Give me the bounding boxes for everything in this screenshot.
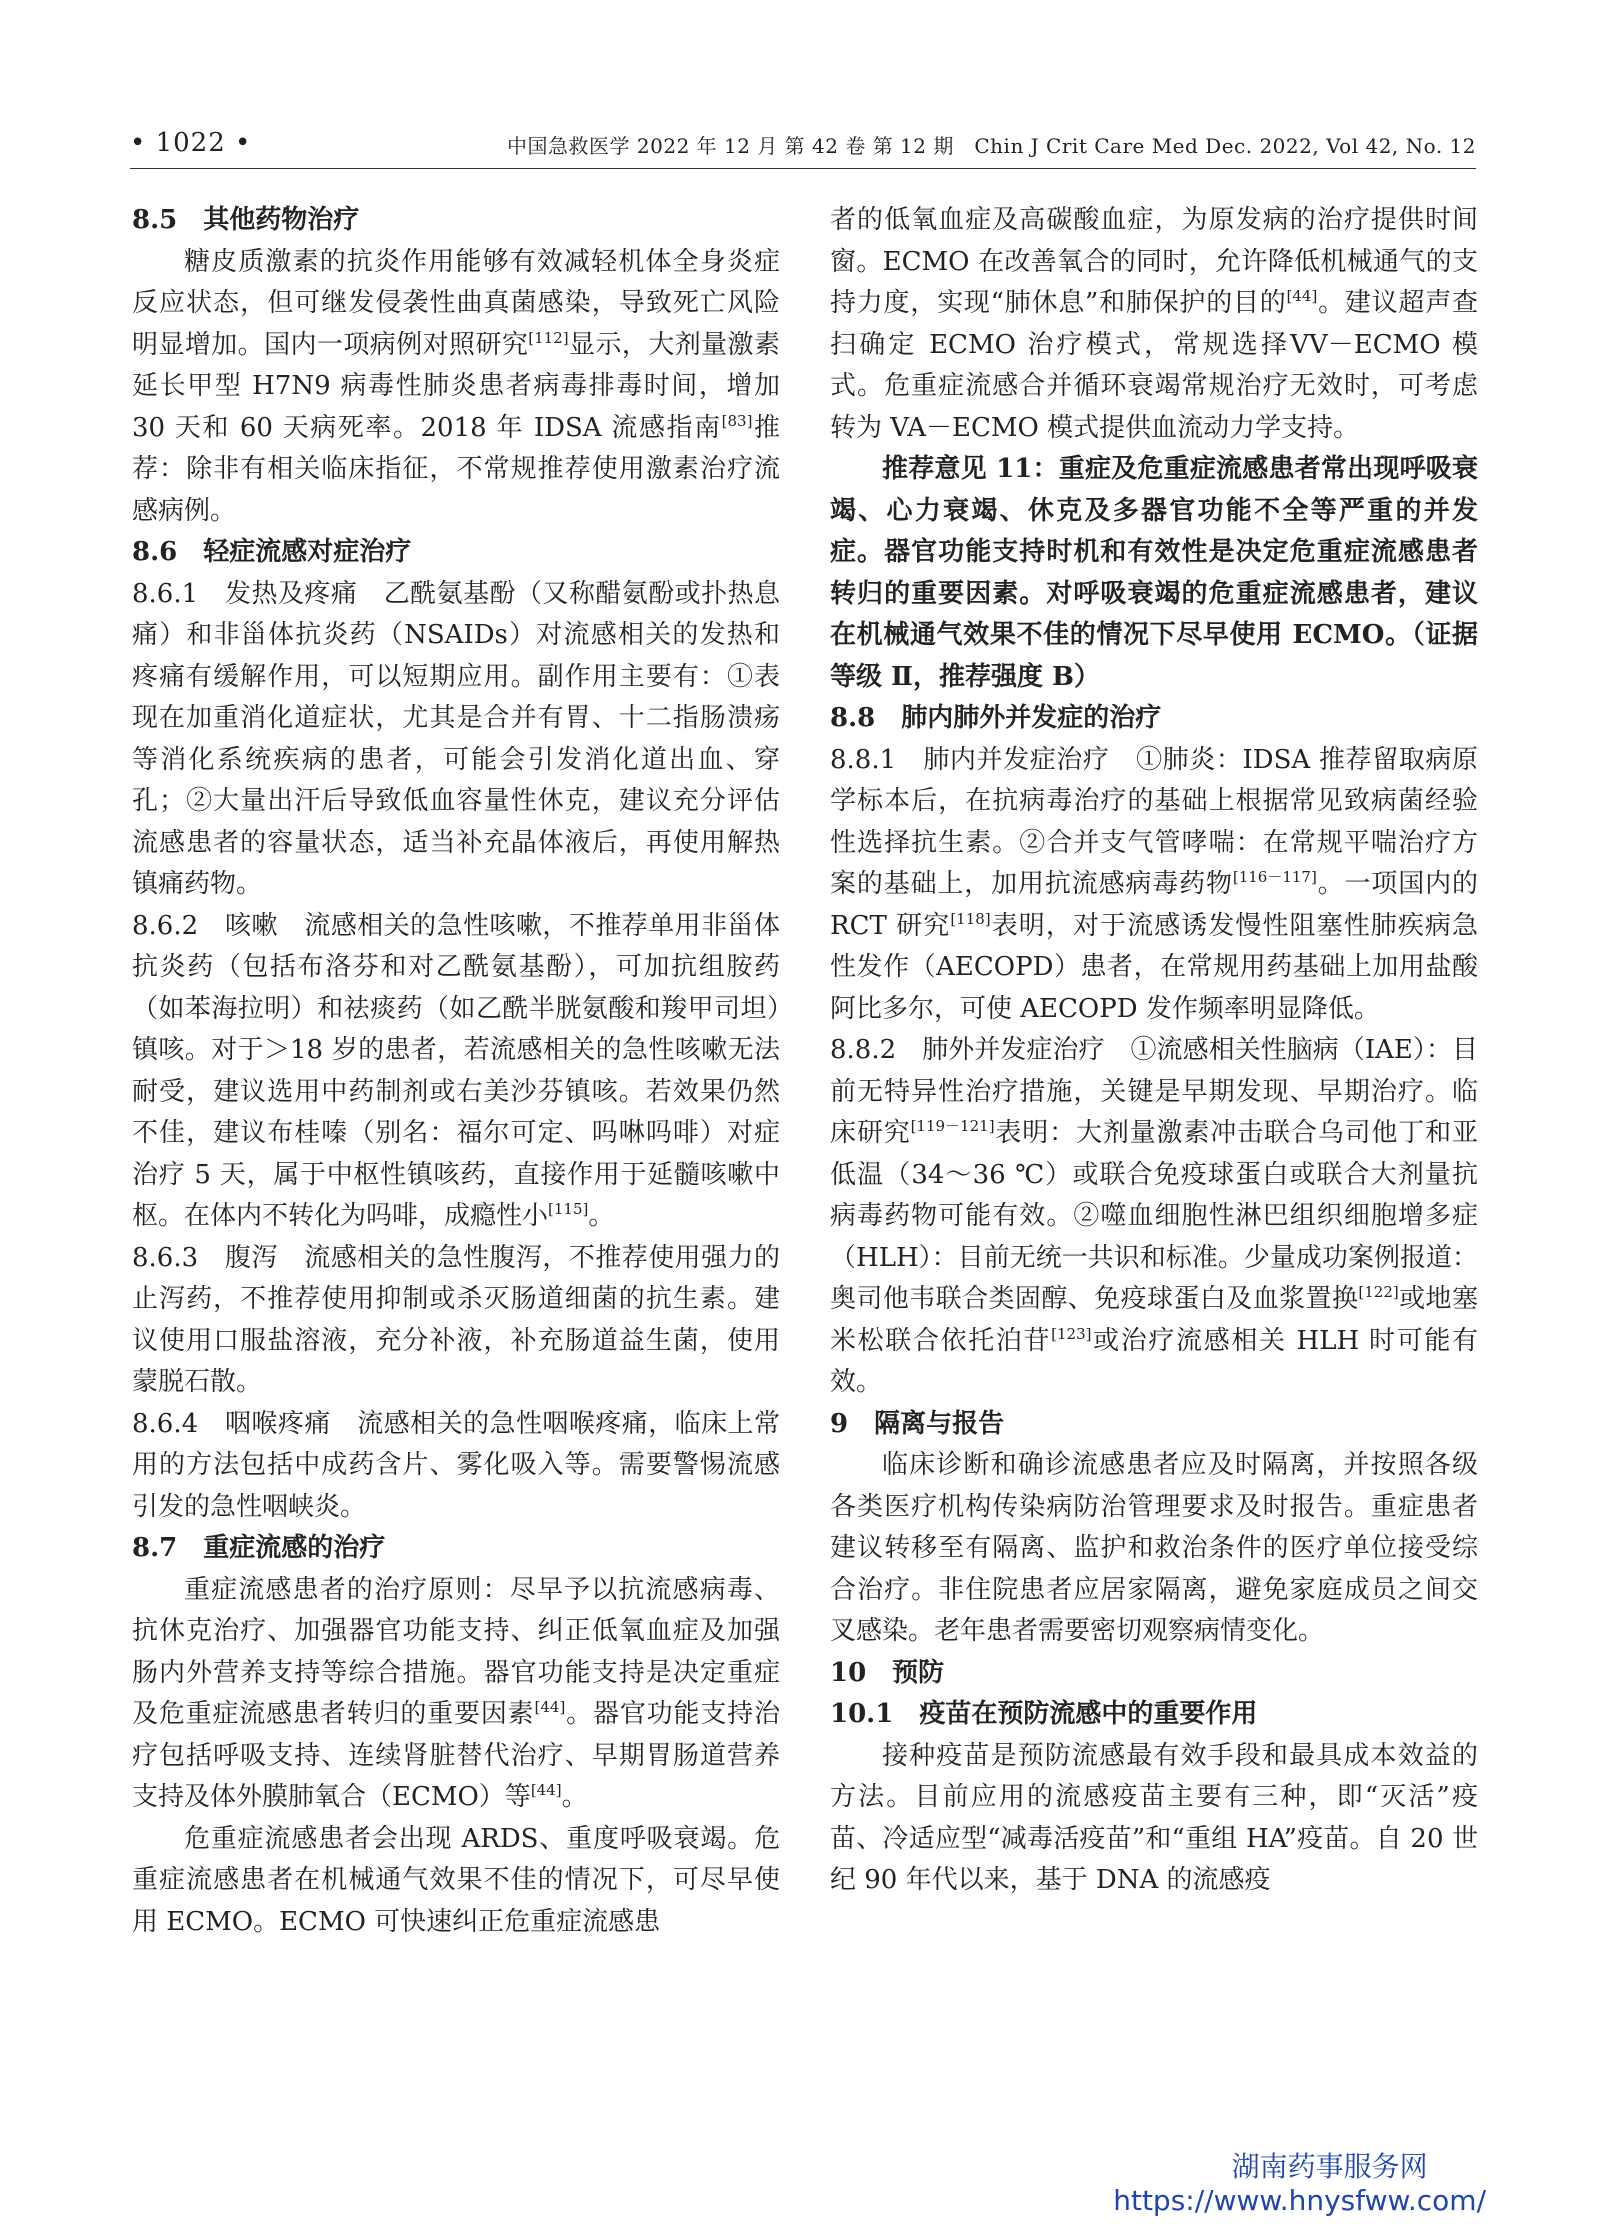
citation: [122] <box>1358 1283 1399 1301</box>
section-8-6-2-paragraph: 8.6.2 咳嗽 流感相关的急性咳嗽，不推荐单用非甾体抗炎药（包括布洛芬和对乙酰氨基酚），可加抗组胺药（如苯海拉明）和祛痰药（如乙酰半胱氨酸和羧甲司坦）镇咳。对于＞18 岁的患者，若流感相关的急性咳嗽无法耐受，建议选用中药制剂或右美沙芬镇咳。若效果仍然不佳，建议布桂嗪（别名：福尔可定、吗啉吗啡）对症治疗 5 天，属于中枢性镇咳药，直接作用于延髓咳嗽中枢。在体内不转化为吗啡，成瘾性小[115]。 <box>132 910 780 1231</box>
citation: [116－117] <box>1232 868 1317 886</box>
section-8-7-heading: 8.7 重症流感的治疗 <box>132 1533 386 1563</box>
journal-header: 中国急救医学 2022 年 12 月 第 42 卷 第 12 期 Chin J Crit Care Med Dec. 2022, Vol 42, No. 12 <box>507 134 1476 158</box>
citation: [115] <box>548 1200 589 1218</box>
section-8-5-paragraph: 糖皮质激素的抗炎作用能够有效减轻机体全身炎症反应状态，但可继发侵袭性曲真菌感染，导致死亡风险明显增加。国内一项病例对照研究[112]显示，大剂量激素延长甲型 H7N9 病毒性肺炎患者病毒排毒时间，增加 30 天和 60 天病死率。2018 年 IDSA 流感指南[83]推荐：除非有相关临床指征，不常规推荐使用激素治疗流感病例。 <box>132 246 780 526</box>
header-rule <box>130 168 1476 169</box>
citation: [112] <box>528 328 569 347</box>
section-8-6-3-paragraph: 8.6.3 腹泻 流感相关的急性腹泻，不推荐使用强力的止泻药，不推荐使用抑制或杀灭肠道细菌的抗生素。建议使用口服盐溶液，充分补液，补充肠道益生菌，使用蒙脱石散。 <box>132 1242 780 1397</box>
section-8-7-paragraph-2: 危重症流感患者会出现 ARDS、重度呼吸衰竭。危重症流感患者在机械通气效果不佳的情况下，可尽早使用 ECMO。ECMO 可快速纠正危重症流感患 <box>132 1823 780 1937</box>
section-10-1-heading: 10.1 疫苗在预防流感中的重要作用 <box>830 1699 1258 1729</box>
watermark-site-name: 湖南药事服务网 <box>1231 2150 1428 2183</box>
section-9-paragraph: 临床诊断和确诊流感患者应及时隔离，并按照各级各类医疗机构传染病防治管理要求及时报告。重症患者建议转移至有隔离、监护和救治条件的医疗单位接受综合治疗。非住院患者应居家隔离，避免家庭成员之间交叉感染。老年患者需要密切观察病情变化。 <box>830 1450 1478 1646</box>
citation: [44] <box>530 1781 562 1799</box>
site-watermark <box>1113 2150 1486 2218</box>
section-8-6-heading: 8.6 轻症流感对症治疗 <box>132 537 412 567</box>
section-9-heading: 9 隔离与报告 <box>830 1408 1005 1439</box>
citation: [119－121] <box>910 1117 995 1135</box>
section-8-8-1-paragraph: 8.8.1 肺内并发症治疗 ①肺炎：IDSA 推荐留取病原学标本后，在抗病毒治疗的基础上根据常见致病菌经验性选择抗生素。②合并支气管哮喘：在常规平喘治疗方案的基础上，加用抗流感病毒药物[116－117]。一项国内的 RCT 研究[118]表明，对于流感诱发慢性阻塞性肺疾病急性发作（AECOPD）患者，在常规用药基础上加用盐酸阿比多尔，可使 AECOPD 发作频率明显降低。 <box>830 744 1478 1024</box>
section-8-7-continuation: 者的低氧血症及高碳酸血症，为原发病的治疗提供时间窗。ECMO 在改善氧合的同时，允许降低机械通气的支持力度，实现“肺休息”和肺保护的目的[44]。建议超声查扫确定 ECMO 治疗模式，常规选择VV－ECMO 模式。危重症流感合并循环衰竭常规治疗无效时，可考虑转为 VA－ECMO 模式提供血流动力学支持。 <box>830 205 1478 443</box>
page-number: • 1022 • <box>130 128 252 158</box>
citation: [44] <box>534 1698 566 1716</box>
section-8-8-2-paragraph: 8.8.2 肺外并发症治疗 ①流感相关性脑病（IAE）：目前无特异性治疗措施，关键是早期发现、早期治疗。临床研究[119－121]表明：大剂量激素冲击联合乌司他丁和亚低温（34～36 ℃）或联合免疫球蛋白或联合大剂量抗病毒药物可能有效。②噬血细胞性淋巴组织细胞增多症（HLH）：目前无统一共识和标准。少量成功案例报道：奥司他韦联合类固醇、免疫球蛋白及血浆置换[122]或地塞米松联合依托泊苷[123]或治疗流感相关 HLH 时可能有效。 <box>830 1035 1478 1397</box>
right-column <box>830 200 1478 1902</box>
section-10-1-paragraph: 接种疫苗是预防流感最有效手段和最具成本效益的方法。目前应用的流感疫苗主要有三种，即“灭活”疫苗、冷适应型“减毒活疫苗”和“重组 HA”疫苗。自 20 世纪 90 年代以来，基于 DNA 的流感疫 <box>830 1740 1478 1895</box>
watermark-url[interactable]: https://www.hnysfww.com/ <box>1113 2184 1486 2217</box>
section-8-6-4-paragraph: 8.6.4 咽喉疼痛 流感相关的急性咽喉疼痛，临床上常用的方法包括中成药含片、雾化吸入等。需要警惕流感引发的急性咽峡炎。 <box>132 1408 780 1522</box>
citation: [123] <box>1051 1324 1092 1343</box>
citation: [83] <box>721 411 753 430</box>
section-10-heading: 10 预防 <box>830 1657 945 1688</box>
section-8-6-1-paragraph: 8.6.1 发热及疼痛 乙酰氨基酚（又称醋氨酚或扑热息痛）和非甾体抗炎药（NSAIDs）对流感相关的发热和疼痛有缓解作用，可以短期应用。副作用主要有：①表现在加重消化道症状，尤其是合并有胃、十二指肠溃疡等消化系统疾病的患者，可能会引发消化道出血、穿孔；②大量出汗后导致低血容量性休克，建议充分评估流感患者的容量状态，适当补充晶体液后，再使用解热镇痛药物。 <box>132 578 780 899</box>
section-8-8-heading: 8.8 肺内肺外并发症的治疗 <box>830 703 1162 733</box>
recommendation-11: 推荐意见 11：重症及危重症流感患者常出现呼吸衰竭、心力衰竭、休克及多器官功能不全等严重的并发症。器官功能支持时机和有效性是决定危重症流感患者转归的重要因素。对呼吸衰竭的危重症流感患者，建议在机械通气效果不佳的情况下尽早使用 ECMO。（证据等级 Ⅱ，推荐强度 B） <box>830 454 1478 692</box>
left-column <box>132 200 780 1943</box>
section-8-7-paragraph-1: 重症流感患者的治疗原则：尽早予以抗流感病毒、抗休克治疗、加强器官功能支持、纠正低氧血症及加强肠内外营养支持等综合措施。器官功能支持是决定重症及危重症流感患者转归的重要因素[44]。器官功能支持治疗包括呼吸支持、连续肾脏替代治疗、早期胃肠道营养支持及体外膜肺氧合（ECMO）等[44]。 <box>132 1574 780 1812</box>
citation: [44] <box>1286 287 1318 305</box>
citation: [118] <box>950 909 991 928</box>
section-8-5-heading: 8.5 其他药物治疗 <box>132 205 360 235</box>
